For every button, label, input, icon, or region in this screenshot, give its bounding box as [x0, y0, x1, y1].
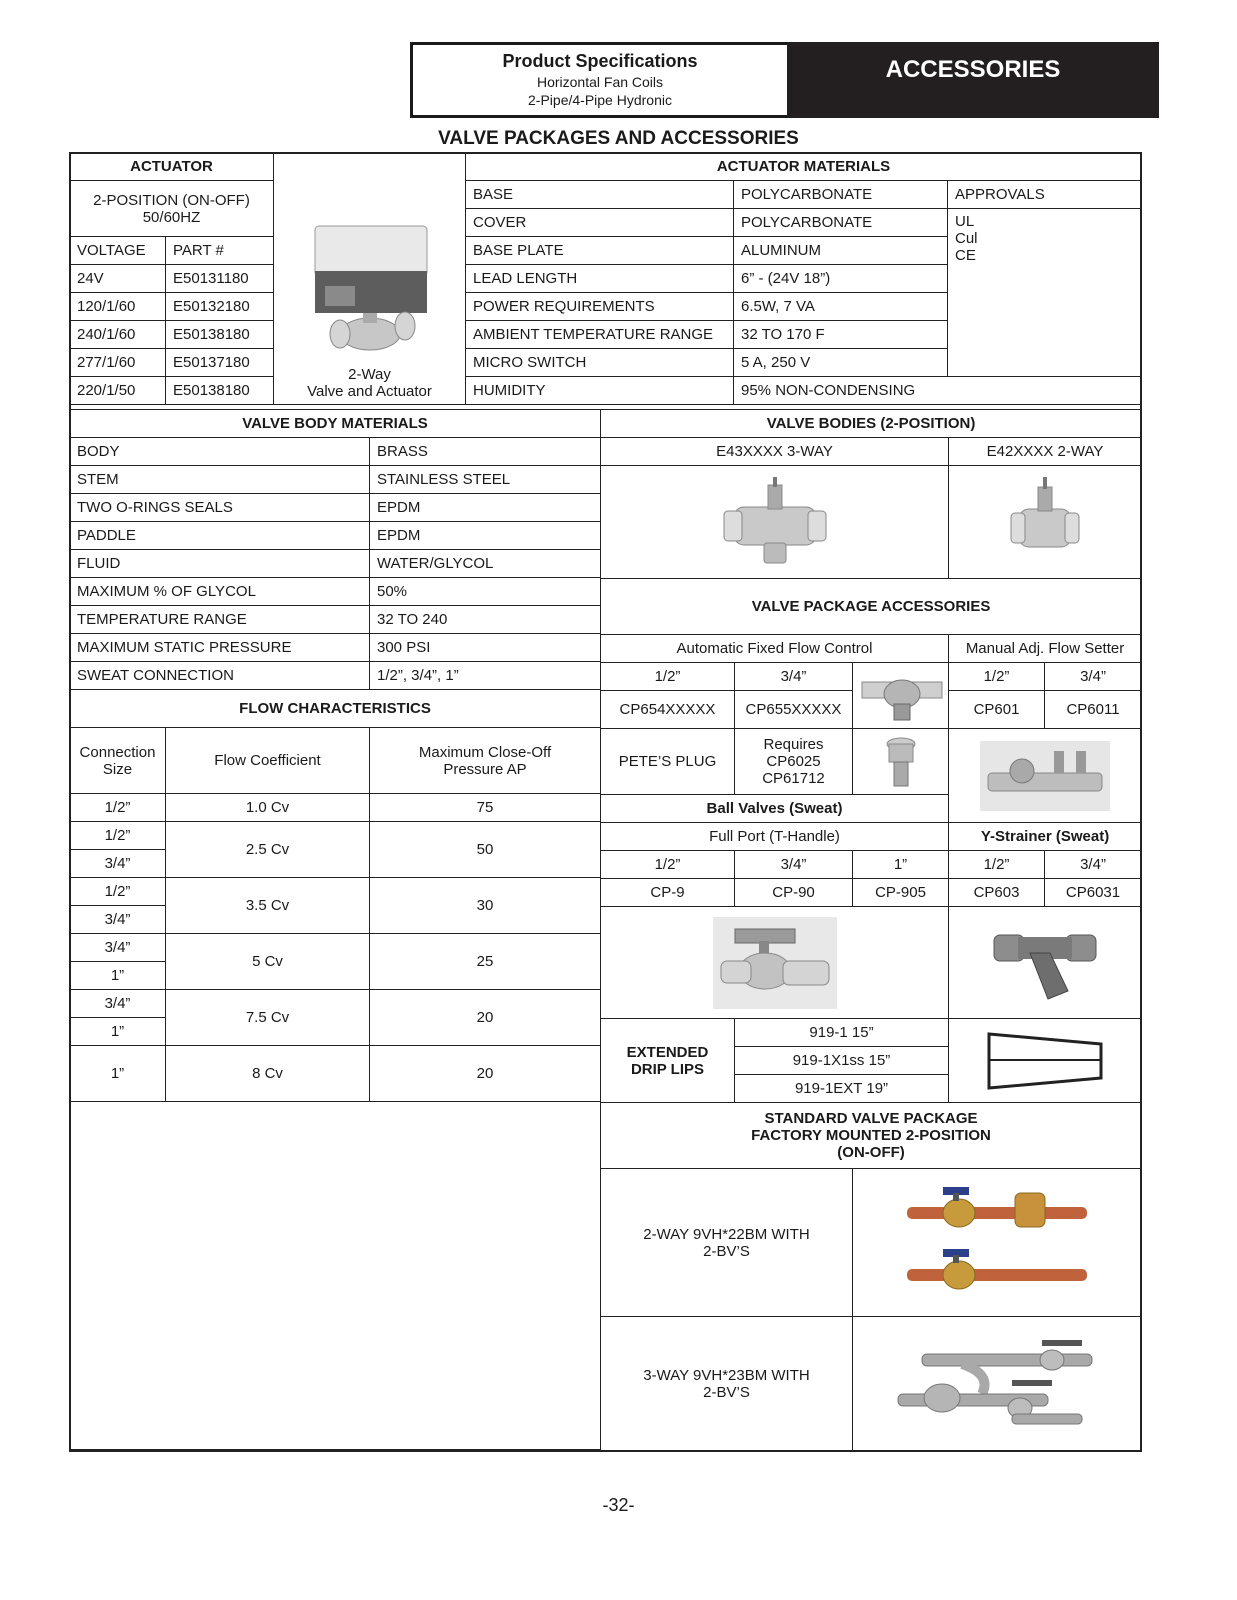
actuator-type: 2-POSITION (ON-OFF) 50/60HZ	[70, 181, 274, 237]
flow-control-image	[860, 668, 944, 724]
auto-flow-label: Automatic Fixed Flow Control	[601, 635, 949, 663]
vbm-item-2: TWO O-RINGS SEALS	[70, 494, 370, 522]
two-way-package-image-cell	[853, 1169, 1142, 1317]
flow-ap: 30	[370, 878, 601, 934]
vbm-value-1: STAINLESS STEEL	[370, 466, 601, 494]
ball-valves-label: Ball Valves (Sweat)	[601, 795, 949, 823]
flow-col-ap-2: Pressure AP	[443, 760, 527, 778]
auto-part-half: CP654XXXXX	[601, 691, 735, 729]
flow-col-ap	[370, 728, 601, 794]
y-part-half: CP603	[949, 879, 1045, 907]
three-way-label: E43XXXX 3-WAY	[601, 438, 949, 466]
ball-valve-image-cell	[601, 907, 949, 1019]
flow-size: 1/2”	[70, 822, 166, 850]
drip-part-1: 919-1X1ss 15”	[735, 1047, 949, 1075]
accessories-table	[600, 409, 1142, 1451]
actuator-table	[69, 152, 1142, 405]
vbm-item-6: TEMPERATURE RANGE	[70, 606, 370, 634]
approvals-heading: APPROVALS	[948, 181, 1142, 209]
drip-lips-label	[601, 1019, 735, 1103]
approvals-list	[948, 209, 1142, 377]
drip-part-2: 919-1EXT 19”	[735, 1075, 949, 1103]
petes-plug-image-cell	[853, 729, 949, 795]
flow-ap: 50	[370, 822, 601, 878]
actuator-image-cell	[274, 153, 466, 405]
manual-size-three-quarter: 3/4”	[1045, 663, 1142, 691]
three-way-package-2: 2-BV’S	[703, 1383, 750, 1401]
header-product-spec	[410, 42, 787, 118]
petes-req-3: CP61712	[762, 770, 825, 787]
vbm-value-2: EPDM	[370, 494, 601, 522]
flow-size: 3/4”	[70, 990, 166, 1018]
auto-size-three-quarter: 3/4”	[735, 663, 853, 691]
y-size-half: 1/2”	[949, 851, 1045, 879]
petes-plug-requires	[735, 729, 853, 795]
petes-req-1: Requires	[763, 736, 824, 753]
header-line-2: 2-Pipe/4-Pipe Hydronic	[528, 92, 672, 108]
vbm-item-7: MAXIMUM STATIC PRESSURE	[70, 634, 370, 662]
vbm-value-7: 300 PSI	[370, 634, 601, 662]
am-item-3: LEAD LENGTH	[466, 265, 734, 293]
vbm-heading: VALVE BODY MATERIALS	[70, 410, 601, 438]
ball-size-one: 1”	[853, 851, 949, 879]
three-way-package-1: 3-WAY 9VH*23BM WITH	[643, 1366, 810, 1384]
two-way-label: E42XXXX 2-WAY	[949, 438, 1142, 466]
am-value-4: 6.5W, 7 VA	[734, 293, 948, 321]
header-line-1: Horizontal Fan Coils	[536, 74, 664, 90]
std-heading-1: STANDARD VALVE PACKAGE	[764, 1110, 978, 1127]
three-way-package-label	[601, 1317, 853, 1451]
ball-part-three-quarter: CP-90	[735, 879, 853, 907]
y-strainer-image	[990, 917, 1100, 1009]
vbm-item-3: PADDLE	[70, 522, 370, 550]
am-value-2: ALUMINUM	[734, 237, 948, 265]
vbm-item-1: STEM	[70, 466, 370, 494]
y-part-three-quarter: CP6031	[1045, 879, 1142, 907]
petes-plug-label: PETE’S PLUG	[601, 729, 735, 795]
y-strainer-image-cell	[949, 907, 1142, 1019]
am-value-0: POLYCARBONATE	[734, 181, 948, 209]
am-value-5: 32 TO 170 F	[734, 321, 948, 349]
page-title: VALVE PACKAGES AND ACCESSORIES	[438, 128, 799, 149]
part-4: E50138180	[166, 377, 274, 405]
flow-setter-image	[980, 741, 1110, 811]
ball-valve-image	[713, 917, 837, 1009]
voltage-2: 240/1/60	[70, 321, 166, 349]
three-way-package-image-cell	[853, 1317, 1142, 1451]
flow-size: 1”	[70, 962, 166, 990]
auto-part-three-quarter: CP655XXXXX	[735, 691, 853, 729]
three-way-valve-image	[720, 477, 830, 567]
flow-size: 1/2”	[70, 794, 166, 822]
petes-plug-image	[878, 734, 924, 790]
approval-ul: UL	[955, 213, 975, 230]
col-part: PART #	[166, 237, 274, 265]
manual-part-half: CP601	[949, 691, 1045, 729]
ball-size-half: 1/2”	[601, 851, 735, 879]
flow-cv: 8 Cv	[166, 1046, 370, 1102]
flow-col-size-1: Connection	[79, 743, 156, 761]
drip-lips-1: EXTENDED	[626, 1043, 709, 1061]
voltage-4: 220/1/50	[70, 377, 166, 405]
vbm-value-8: 1/2”, 3/4”, 1”	[370, 662, 601, 690]
flow-size: 3/4”	[70, 850, 166, 878]
y-strainer-label: Y-Strainer (Sweat)	[949, 823, 1142, 851]
full-port-label: Full Port (T-Handle)	[601, 823, 949, 851]
flow-ap: 20	[370, 990, 601, 1046]
flow-size: 1”	[70, 1018, 166, 1046]
two-way-package-image	[897, 1183, 1097, 1303]
voltage-0: 24V	[70, 265, 166, 293]
flow-cv: 7.5 Cv	[166, 990, 370, 1046]
voltage-3: 277/1/60	[70, 349, 166, 377]
flow-size: 1”	[70, 1046, 166, 1102]
ball-part-one: CP-905	[853, 879, 949, 907]
actuator-heading: ACTUATOR	[70, 153, 274, 181]
actuator-valve-image	[295, 216, 445, 366]
vbm-item-0: BODY	[70, 438, 370, 466]
vbm-item-5: MAXIMUM % OF GLYCOL	[70, 578, 370, 606]
three-way-image-cell	[601, 466, 949, 579]
am-item-7: HUMIDITY	[466, 377, 734, 405]
flow-size: 1/2”	[70, 878, 166, 906]
am-item-6: MICRO SWITCH	[466, 349, 734, 377]
actuator-materials-heading: ACTUATOR MATERIALS	[466, 153, 1142, 181]
two-way-package-2: 2-BV’S	[703, 1242, 750, 1260]
actuator-caption-2: Valve and Actuator	[307, 383, 432, 400]
flow-heading: FLOW CHARACTERISTICS	[70, 690, 601, 728]
two-way-valve-image	[1005, 477, 1085, 567]
part-3: E50137180	[166, 349, 274, 377]
flow-setter-image-cell	[949, 729, 1142, 823]
vbm-item-8: SWEAT CONNECTION	[70, 662, 370, 690]
flow-col-ap-1: Maximum Close-Off	[418, 743, 552, 761]
two-way-image-cell	[949, 466, 1142, 579]
am-item-5: AMBIENT TEMPERATURE RANGE	[466, 321, 734, 349]
flow-ap: 20	[370, 1046, 601, 1102]
actuator-caption-1: 2-Way	[348, 366, 391, 383]
col-voltage: VOLTAGE	[70, 237, 166, 265]
am-value-6: 5 A, 250 V	[734, 349, 948, 377]
part-0: E50131180	[166, 265, 274, 293]
vbm-value-0: BRASS	[370, 438, 601, 466]
manual-part-three-quarter: CP6011	[1045, 691, 1142, 729]
accessories-heading: VALVE PACKAGE ACCESSORIES	[601, 579, 1142, 635]
flow-col-size-2: Size	[102, 760, 133, 778]
flow-size: 3/4”	[70, 934, 166, 962]
flow-cv: 3.5 Cv	[166, 878, 370, 934]
valve-bodies-heading: VALVE BODIES (2-POSITION)	[601, 410, 1142, 438]
two-way-package-label	[601, 1169, 853, 1317]
empty-area	[70, 1102, 601, 1450]
header-section: ACCESSORIES	[787, 42, 1159, 118]
page-number: -32-	[602, 1495, 635, 1515]
flow-col-size	[70, 728, 166, 794]
auto-size-half: 1/2”	[601, 663, 735, 691]
am-value-3: 6” - (24V 18”)	[734, 265, 948, 293]
flow-cv: 2.5 Cv	[166, 822, 370, 878]
manual-size-half: 1/2”	[949, 663, 1045, 691]
am-item-1: COVER	[466, 209, 734, 237]
flow-cv: 5 Cv	[166, 934, 370, 990]
header-title: Product Specifications	[502, 51, 698, 71]
vbm-value-3: EPDM	[370, 522, 601, 550]
voltage-1: 120/1/60	[70, 293, 166, 321]
am-value-1: POLYCARBONATE	[734, 209, 948, 237]
vbm-value-4: WATER/GLYCOL	[370, 550, 601, 578]
am-value-7: 95% NON-CONDENSING	[734, 377, 1142, 405]
drip-lip-image	[983, 1026, 1107, 1096]
approval-cul: Cul	[955, 230, 978, 247]
flow-size: 3/4”	[70, 906, 166, 934]
approval-ce: CE	[955, 247, 976, 264]
flow-control-image-cell	[853, 663, 949, 729]
vbm-item-4: FLUID	[70, 550, 370, 578]
valve-body-table	[69, 409, 601, 1450]
part-2: E50138180	[166, 321, 274, 349]
drip-lips-2: DRIP LIPS	[630, 1060, 705, 1078]
flow-cv: 1.0 Cv	[166, 794, 370, 822]
vbm-value-6: 32 TO 240	[370, 606, 601, 634]
vbm-value-5: 50%	[370, 578, 601, 606]
std-heading-2: FACTORY MOUNTED 2-POSITION	[751, 1127, 991, 1144]
part-1: E50132180	[166, 293, 274, 321]
am-item-4: POWER REQUIREMENTS	[466, 293, 734, 321]
am-item-2: BASE PLATE	[466, 237, 734, 265]
standard-package-heading	[601, 1103, 1142, 1169]
ball-size-three-quarter: 3/4”	[735, 851, 853, 879]
std-heading-3: (ON-OFF)	[837, 1144, 905, 1161]
three-way-package-image	[892, 1334, 1102, 1434]
petes-req-2: CP6025	[766, 753, 821, 770]
drip-part-0: 919-1 15”	[735, 1019, 949, 1047]
am-item-0: BASE	[466, 181, 734, 209]
manual-flow-label: Manual Adj. Flow Setter	[949, 635, 1142, 663]
flow-ap: 25	[370, 934, 601, 990]
y-size-three-quarter: 3/4”	[1045, 851, 1142, 879]
flow-ap: 75	[370, 794, 601, 822]
ball-part-half: CP-9	[601, 879, 735, 907]
flow-col-cv: Flow Coefficient	[166, 728, 370, 794]
two-way-package-1: 2-WAY 9VH*22BM WITH	[643, 1225, 810, 1243]
drip-lip-image-cell	[949, 1019, 1142, 1103]
